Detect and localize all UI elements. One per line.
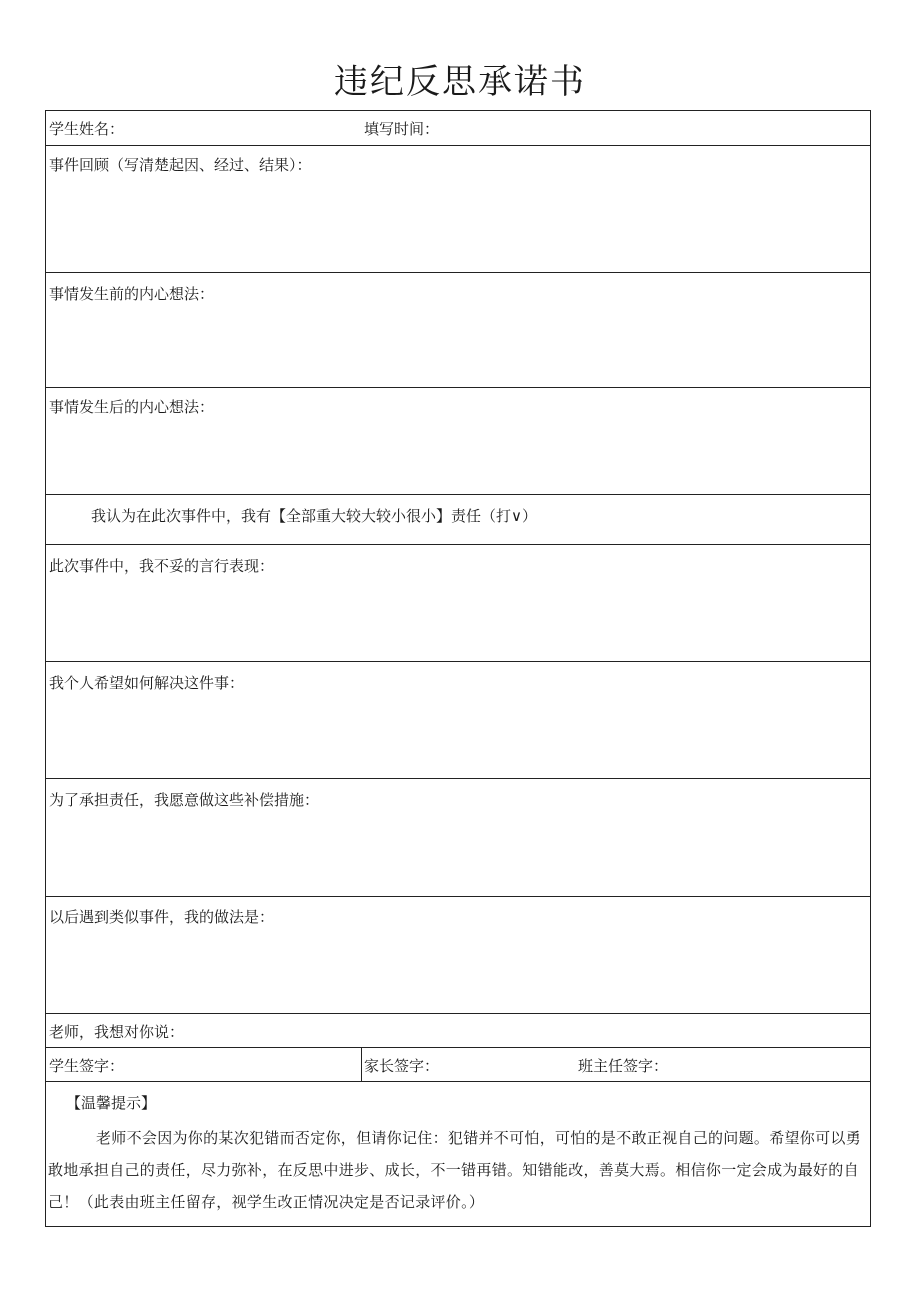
signature-row	[46, 1048, 870, 1082]
document-title: 违纪反思承诺书	[334, 62, 586, 102]
compensation-label: 为了承担责任，我愿意做这些补偿措施：	[49, 791, 320, 809]
before-thoughts-label: 事情发生前的内心想法：	[49, 285, 215, 303]
future-approach-section[interactable]	[46, 897, 870, 1014]
event-review-section[interactable]	[46, 146, 870, 273]
improper-conduct-label: 此次事件中，我不妥的言行表现：	[49, 557, 275, 575]
head-teacher-signature-label[interactable]: 班主任签字：	[578, 1057, 669, 1075]
event-review-label: 事件回顾（写清楚起因、经过、结果）：	[49, 156, 312, 174]
to-teacher-row[interactable]	[46, 1014, 870, 1048]
future-approach-label: 以后遇到类似事件，我的做法是：	[49, 908, 275, 926]
signature-divider	[361, 1048, 362, 1081]
header-row	[46, 111, 870, 146]
tips-body: 老师不会因为你的某次犯错而否定你，但请你记住：犯错并不可怕，可怕的是不敢正视自己的问题。希望你可以勇敢地承担自己的责任，尽力弥补，在反思中进步、成长，不一错再错。知错能改，善莫大焉。相信你一定会成为最好的自己！（此表由班主任留存，视学生改正情况决定是否记录评价。）	[48, 1129, 862, 1211]
solution-label: 我个人希望如何解决这件事：	[49, 674, 245, 692]
fill-time-label: 填写时间：	[364, 120, 440, 138]
solution-section[interactable]	[46, 662, 870, 779]
compensation-section[interactable]	[46, 779, 870, 897]
student-signature-label[interactable]: 学生签字：	[49, 1057, 125, 1075]
parent-signature-label[interactable]: 家长签字：	[364, 1057, 440, 1075]
to-teacher-label: 老师，我想对你说：	[49, 1023, 185, 1041]
responsibility-statement: 我认为在此次事件中，我有【全部重大较大较小很小】责任（打∨）	[91, 507, 537, 525]
tips-heading: 【温馨提示】	[66, 1094, 157, 1112]
before-thoughts-section[interactable]	[46, 273, 870, 388]
reflection-form	[45, 110, 871, 1227]
responsibility-row[interactable]	[46, 495, 870, 545]
after-thoughts-label: 事情发生后的内心想法：	[49, 398, 215, 416]
tips-section	[46, 1082, 870, 1228]
improper-conduct-section[interactable]	[46, 545, 870, 662]
after-thoughts-section[interactable]	[46, 388, 870, 495]
student-name-label: 学生姓名：	[49, 120, 125, 138]
